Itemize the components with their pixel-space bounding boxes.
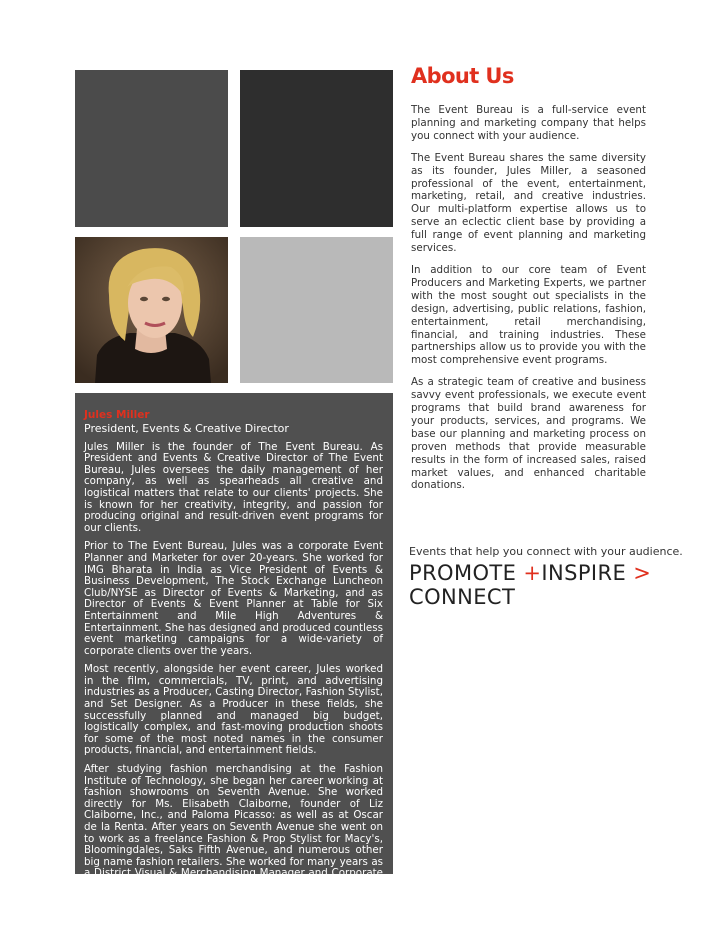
founder-name: Jules Miller (84, 409, 150, 421)
decorative-tile-light-gray (240, 237, 393, 383)
portrait-illustration (75, 237, 228, 383)
jules-miller-portrait (75, 237, 228, 383)
bio-paragraph: Prior to The Event Bureau, Jules was a corporate Event Planner and Marketer for over 20-years. She worked for IMG Bharata in India as Vice President of Events & Business Development, The Stock Exchange Luncheon Club/NYSE as Director of Events & Marketing, and as Director of Events & Event Planner at Table for Six Entertainment and Mile High Adventures & Entertainment. She has designed and produced countless event marketing campaigns for a wide-variety of corporate clients over the years. (84, 540, 383, 657)
about-paragraph: The Event Bureau shares the same diversity as its founder, Jules Miller, a seasoned professional of the event, entertainment, marketing, retail, and creative industries. Our multi-platform expertise allows us to serve an eclectic client base by providing a full range of event planning and marketing services. (411, 151, 646, 255)
bio-paragraph: Jules Miller is the founder of The Event Bureau. As President and Events & Creative Director of The Event Bureau, Jules oversees the daily management of her company, as well as spearheads all creative and logistical matters that relate to our clients' projects. She is known for her creativity, integrity, and passion for producing original and result-driven event programs for our clients. (84, 440, 383, 534)
about-paragraph: The Event Bureau is a full-service event planning and marketing company that helps you connect with your audience. (411, 104, 646, 142)
bio-paragraph: After studying fashion merchandising at the Fashion Institute of Technology, she began her career working at fashion showrooms on Seventh Avenue. She worked directly for Ms. Elisabeth Claiborne, founder of Liz Claiborne, Inc., and Paloma Picasso: as well as at Oscar de la Renta. After years on Seventh Avenue she went on to work as a freelance Fashion & Prop Stylist for Macy's, Bloomingdales, Saks Fifth Avenue, and numerous other big name fashion retailers. She worked for many years as a District Visual & Merchandising Manager and Corporate Stylist at Gap, Inc., both in New York City and San Francisco. (84, 763, 383, 903)
about-paragraph: As a strategic team of creative and business savvy event professionals, we execute event programs that build brand awareness for your products, services, and programs. We base our planning and marketing process on proven methods that provide measurable results in the form of increased sales, raised market values, and enhanced charitable donations. (411, 376, 646, 492)
slogan-word-promote: PROMOTE (409, 561, 517, 585)
about-paragraph: In addition to our core team of Event Producers and Marketing Experts, we partner with the most sought out specialists in the design, advertising, public relations, fashion, entertainment, retail merchandising, financial, and training industries. These partnerships allow us to provide you with the most comprehensive event programs. (411, 263, 646, 367)
decorative-tile-charcoal (240, 70, 393, 227)
founder-role: President, Events & Creative Director (84, 421, 289, 435)
slogan-arrow-sign: > (633, 561, 652, 585)
tagline: Events that help you connect with your audience. (409, 545, 683, 558)
slogan-plus-sign: + (523, 561, 542, 585)
slogan-word-inspire: INSPIRE (541, 561, 627, 585)
slogan-word-connect: CONNECT (409, 585, 516, 609)
about-title: About Us (411, 64, 514, 88)
bio-paragraph: Most recently, alongside her event career, Jules worked in the film, commercials, TV, print, and advertising industries as a Producer, Casting Director, Fashion Stylist, and Set Designer. As a Producer in these fields, she successfully planned and managed big budget, logistically complex, and fast-moving production shoots for some of the most noted names in the consumer products, financial, and entertainment fields. (84, 663, 383, 757)
promote-inspire-connect-slogan (409, 561, 679, 609)
decorative-tile-dark-gray (75, 70, 228, 227)
founder-bio-panel (75, 393, 393, 903)
about-section (411, 64, 646, 501)
